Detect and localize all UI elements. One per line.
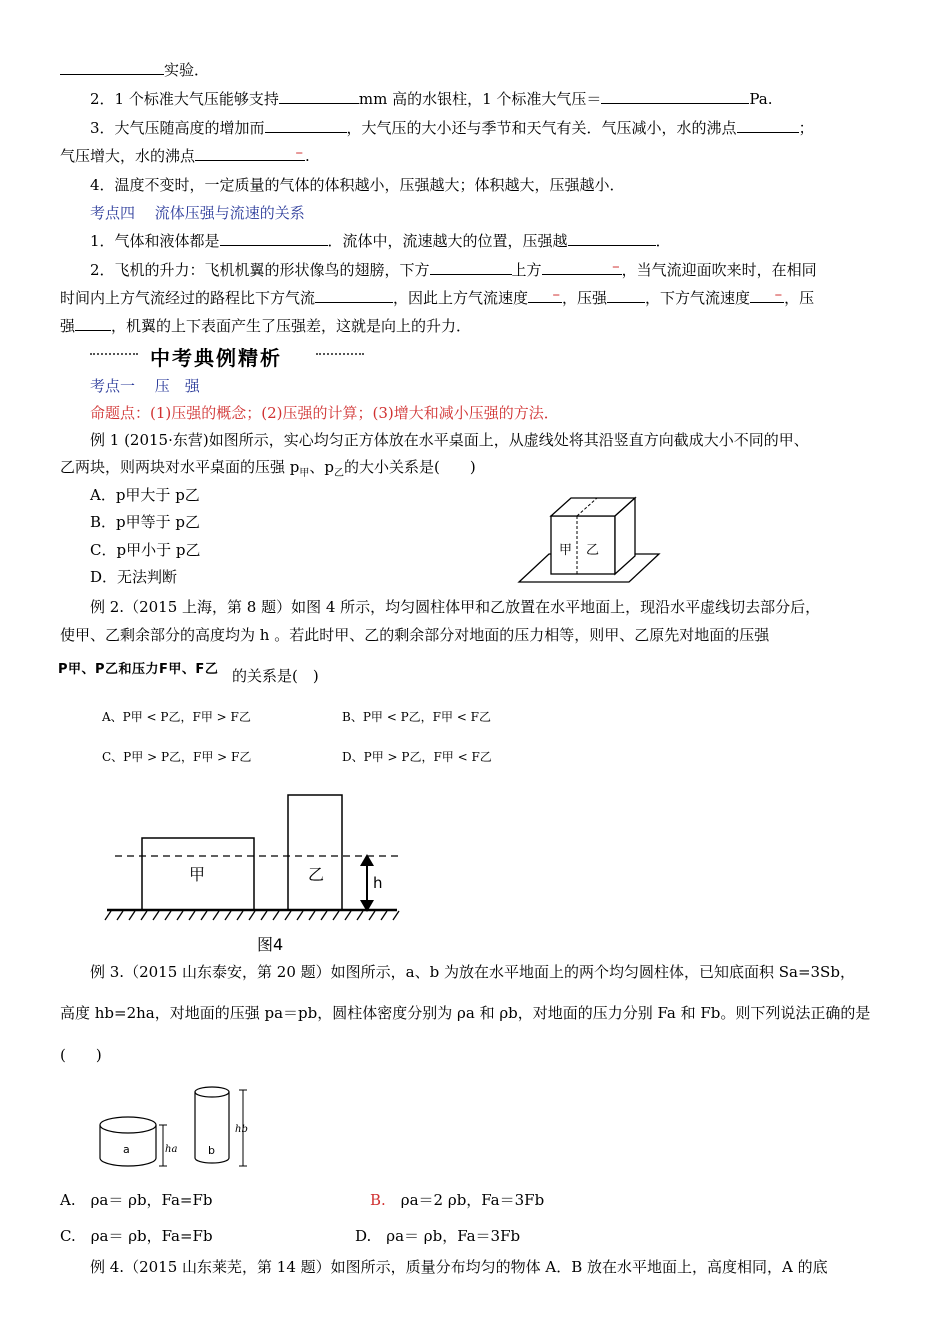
text-line: 3．大气压随高度的增加而 ，大气压的大小还与季节和天气有关．气压减小，水的沸点 ； bbox=[90, 119, 814, 137]
ex3-option-b: B. ρa＝2 ρb，Fa＝3Fb bbox=[370, 1191, 545, 1209]
banner-title: 中考典例精析 bbox=[150, 346, 282, 370]
fig-label-h: h bbox=[373, 874, 383, 892]
ex1-line2: 乙两块，则两块对水平桌面的压强 $p_甲$、$p_乙$的大小关系是( ) bbox=[60, 458, 476, 479]
ex1-figure-cube bbox=[515, 494, 665, 586]
text-line: 4．温度不变时，一定质量的气体的体积越小，压强越大；体积越大，压强越小． bbox=[90, 176, 625, 194]
fig-label-jia: 甲 bbox=[189, 865, 206, 884]
fig-label-a: a bbox=[123, 1143, 130, 1156]
banner-dots-right bbox=[316, 353, 364, 355]
ex2-option-d: D、P甲 > P乙，F甲 < F乙 bbox=[342, 750, 492, 764]
ex2-line3-tail: 的关系是( ) bbox=[232, 667, 319, 685]
ex3-figure-cylinders bbox=[95, 1080, 265, 1175]
ex3-option-a: A. ρa＝ ρb，Fa=Fb bbox=[60, 1191, 213, 1209]
ex2-option-b: B、P甲 < P乙，F甲 < F乙 bbox=[342, 710, 491, 724]
text-line: 强 ，机翼的上下表面产生了压强差，这就是向上的升力． bbox=[60, 317, 472, 335]
fig-label-yi: 乙 bbox=[586, 543, 600, 558]
ex3-line2: 高度 hb=2ha，对地面的压强 pa＝pb，圆柱体密度分别为 ρa 和 ρb，对地面的压力分别 Fa 和 Fb。则下列说法正确的是 bbox=[60, 1004, 871, 1022]
banner-dots-left bbox=[90, 353, 138, 355]
ex2-figure-cylinders bbox=[105, 790, 405, 960]
text-line: 2．飞机的升力：飞机机翼的形状像鸟的翅膀，下方 上方 – ，当气流迎面吹来时，在相同 bbox=[90, 257, 817, 279]
ex3-line1: 例 3.（2015 山东泰安，第 20 题）如图所示，a、b 为放在水平地面上的两个均匀圆柱体，已知底面积 Sa=3Sb， bbox=[90, 963, 855, 981]
fig-caption: 图4 bbox=[257, 935, 284, 954]
proposition-line: 命题点：(1)压强的概念；(2)压强的计算；(3)增大和减小压强的方法． bbox=[90, 404, 559, 422]
fig-label-b: b bbox=[208, 1144, 215, 1157]
text-line: 1．气体和液体都是 ．流体中，流速越大的位置，压强越 ． bbox=[90, 232, 671, 250]
ex3-option-c: C. ρa＝ ρb，Fa=Fb bbox=[60, 1227, 213, 1245]
text-line: 时间内上方气流经过的路程比下方气流 ，因此上方气流速度 – ，压强 ，下方气流速度 – ，压 bbox=[60, 285, 815, 307]
ex3-option-d: D. ρa＝ ρb，Fa＝3Fb bbox=[355, 1227, 521, 1245]
fig-label-jia: 甲 bbox=[559, 543, 573, 558]
section-banner bbox=[90, 342, 370, 368]
ex1-line1: 例 1 (2015·东营)如图所示，实心均匀正方体放在水平桌面上，从虚线处将其沿竖直方向截成大小不同的甲、 bbox=[90, 431, 809, 449]
fig-label-yi: 乙 bbox=[308, 865, 325, 884]
text-line: 实验． bbox=[60, 60, 910, 80]
ex1-option-b: B．p甲等于 p乙 bbox=[90, 513, 200, 531]
ex4-line1: 例 4.（2015 山东莱芜，第 14 题）如图所示，质量分布均匀的物体 A．B 放在水平地面上，高度相同，A 的底 bbox=[90, 1258, 828, 1276]
ex2-line3: P甲、P乙和压力F甲、F乙 bbox=[58, 662, 219, 677]
ex1-option-c: C．p甲小于 p乙 bbox=[90, 541, 201, 559]
section-heading: 考点一 压 强 bbox=[90, 377, 200, 395]
ex1-option-a: A．p甲大于 p乙 bbox=[90, 486, 200, 504]
text-line: 气压增大，水的沸点 – . bbox=[60, 143, 310, 165]
ex2-option-a: A、P甲 < P乙，F甲 > F乙 bbox=[102, 710, 251, 724]
fig-label-hb: hb bbox=[235, 1124, 248, 1135]
section-heading: 考点四 流体压强与流速的关系 bbox=[90, 204, 305, 222]
fig-label-ha: ha bbox=[165, 1144, 178, 1155]
ex1-option-d: D．无法判断 bbox=[90, 568, 178, 586]
text-line: 2．1 个标准大气压能够支持 mm 高的水银柱，1 个标准大气压＝ Pa. bbox=[90, 90, 773, 108]
ex2-option-c: C、P甲 > P乙，F甲 > F乙 bbox=[102, 750, 252, 764]
ex3-line3: ( ) bbox=[60, 1046, 102, 1064]
ex2-line2: 使甲、乙剩余部分的高度均为 h 。若此时甲、乙的剩余部分对地面的压力相等，则甲、乙原先对地面的压强 bbox=[60, 626, 770, 644]
ex2-line1: 例 2.（2015 上海，第 8 题）如图 4 所示，均匀圆柱体甲和乙放置在水平地面上，现沿水平虚线切去部分后， bbox=[90, 598, 821, 616]
